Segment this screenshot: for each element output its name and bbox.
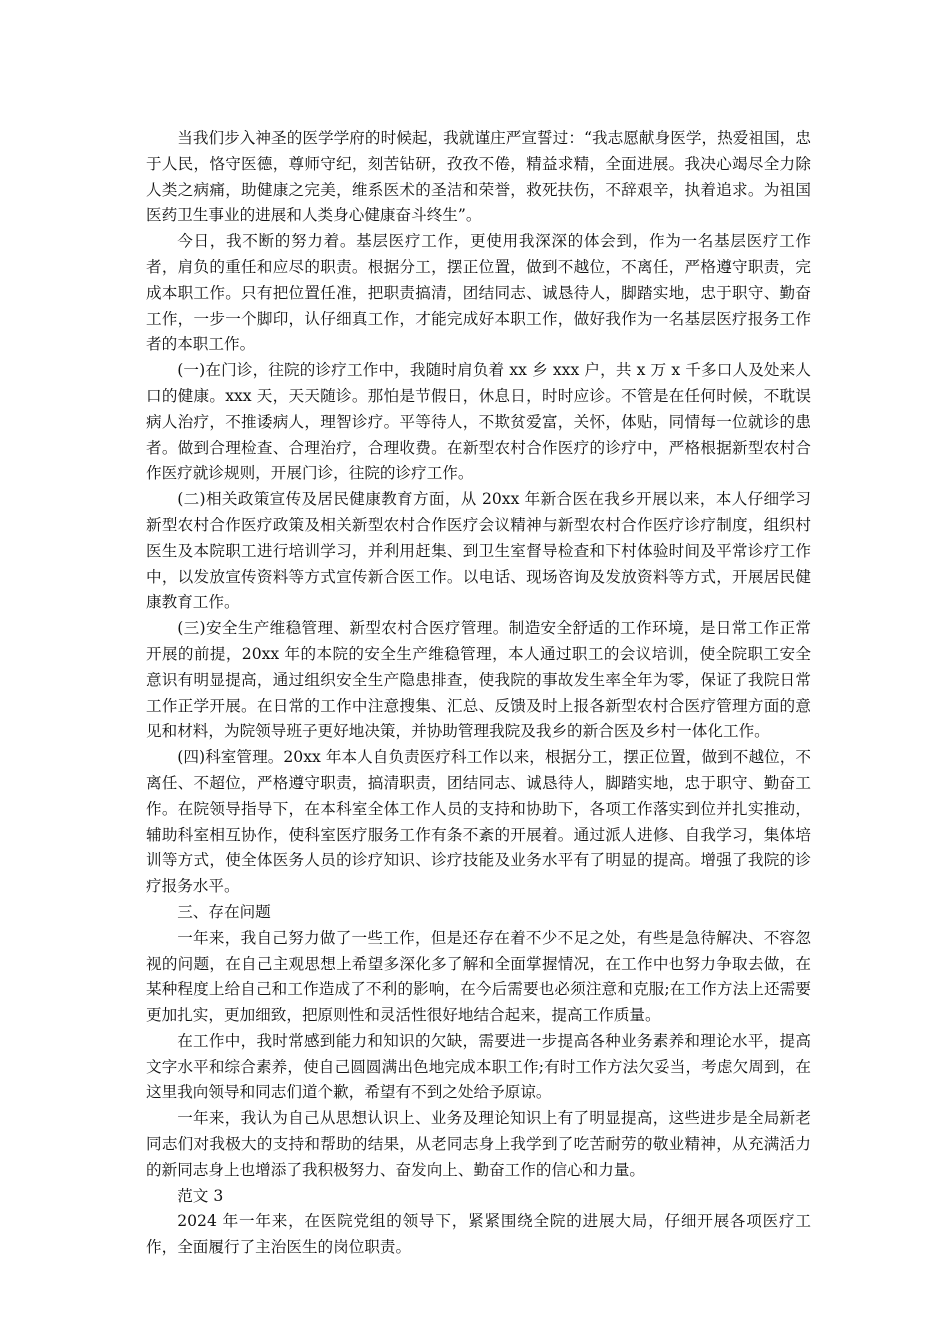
sample-heading: 范文 3 [177,1186,224,1205]
document-body [146,126,811,1261]
paragraph-section-2-policy: (二)相关政策宣传及居民健康教育方面，从 20xx 年新合医在我乡开展以来，本人仔细学习新型农村合作医疗政策及相关新型农村合作医疗会议精神与新型农村合作医疗诊疗制度，组织村医生及本院职工进行培训学习，并利用赶集、到卫生室督导检查和下村体验时间及平常诊疗工作中，以发放宣传资料等方式宣传新合医工作。以电话、现场咨询及发放资料等方式，开展居民健康教育工作。 [146,490,811,612]
paragraph-section-4-department: (四)科室管理。20xx 年本人自负责医疗科工作以来，根据分工，摆正位置，做到不越位，不离任、不超位，严格遵守职责，搞清职责，团结同志、诚恳待人，脚踏实地，忠于职守、勤奋工作。在院领导指导下，在本科室全体工作人员的支持和协助下，各项工作落实到位并扎实推动，辅助科室相互协作，使科室医疗服务工作有条不紊的开展着。通过派人进修、自我学习，集体培训等方式，使全体医务人员的诊疗知识、诊疗技能及业务水平有了明显的提高。增强了我院的诊疗报务水平。 [146,748,811,896]
paragraph-today: 今日，我不断的努力着。基层医疗工作，更使用我深深的体会到，作为一名基层医疗工作者，肩负的重任和应尽的职责。根据分工，摆正位置，做到不越位，不离任，严格遵守职责，完成本职工作。只有把位置任准，把职责搞清，团结同志、诚恳待人，脚踏实地，忠于职守、勤奋工作，一步一个脚印，认仔细真工作，才能完成好本职工作，做好我作为一名基层医疗报务工作者的本职工作。 [146,232,811,354]
paragraph-problems-3: 一年来，我认为自己从思想认识上、业务及理论知识上有了明显提高，这些进步是全局新老同志们对我极大的支持和帮助的结果，从老同志身上我学到了吃苦耐劳的敬业精神，从充满活力的新同志身上也增添了我积极努力、奋发向上、勤奋工作的信心和力量。 [146,1109,811,1179]
paragraph-problems-2: 在工作中，我时常感到能力和知识的欠缺，需要进一步提高各种业务素养和理论水平，提高文字水平和综合素养，使自己圆圆满出色地完成本职工作;有时工作方法欠妥当，考虑欠周到，在这里我向领导和同志们道个歉，希望有不到之处给予原谅。 [146,1031,811,1102]
paragraph-section-3-safety: (三)安全生产维稳管理、新型农村合医疗管理。制造安全舒适的工作环境，是日常工作正常开展的前提，20xx 年的本院的安全生产维稳管理，本人通过职工的会议培训，使全院职工安全意识有明显提高，通过组织安全生产隐患排查，使我院的事故发生率全年为零，保证了我院日常工作正学开展。在日常的工作中注意搜集、汇总、反馈及时上报各新型农村合医疗管理方面的意见和材料，为院领导班子更好地决策，并协助管理我院及我乡的新合医及乡村一体化工作。 [146,619,811,741]
paragraph-sample-3-intro: 2024 年一年来，在医院党组的领导下，紧紧围绕全院的进展大局，仔细开展各项医疗工作，全面履行了主治医生的岗位职责。 [146,1212,811,1257]
paragraph-oath: 当我们步入神圣的医学学府的时候起，我就谨庄严宣誓过：“我志愿献身医学，热爱祖国，忠于人民，恪守医德，尊师守纪，刻苦钻研，孜孜不倦，精益求精，全面进展。我决心竭尽全力除人类之病痛，助健康之完美，维系医术的圣洁和荣誉，救死扶伤，不辞艰辛，执着追求。为祖国医药卫生事业的进展和人类身心健康奋斗终生”。 [146,129,811,225]
paragraph-problems-1: 一年来，我自己努力做了一些工作，但是还存在着不少不足之处，有些是急待解决、不容忽视的问题，在自己主观思想上希望多深化多了解和全面掌握情况，在工作中也努力争取去做，在某种程度上给自己和工作造成了不利的影响，在今后需要也必须注意和克服;在工作方法上还需要更加扎实，更加细致，把原则性和灵活性很好地结合起来，提高工作质量。 [146,928,811,1025]
section-heading-problems: 三、存在问题 [177,902,271,921]
paragraph-section-1-outpatient: (一)在门诊，往院的诊疗工作中，我随时肩负着 xx 乡 xxx 户，共 x 万 x 千多口人及处来人口的健康。xxx 天，天天随诊。那怕是节假日，休息日，时时应诊。不管是在任何时候，不耽误病人治疗，不推诿病人，理智诊疗。平等待人，不欺贫爱富，关怀，体贴，同情每一位就诊的患者。做到合理检查、合理治疗，合理收费。在新型农村合作医疗的诊疗中，严格根据新型农村合作医疗就诊规则，开展门诊，往院的诊疗工作。 [146,361,811,483]
